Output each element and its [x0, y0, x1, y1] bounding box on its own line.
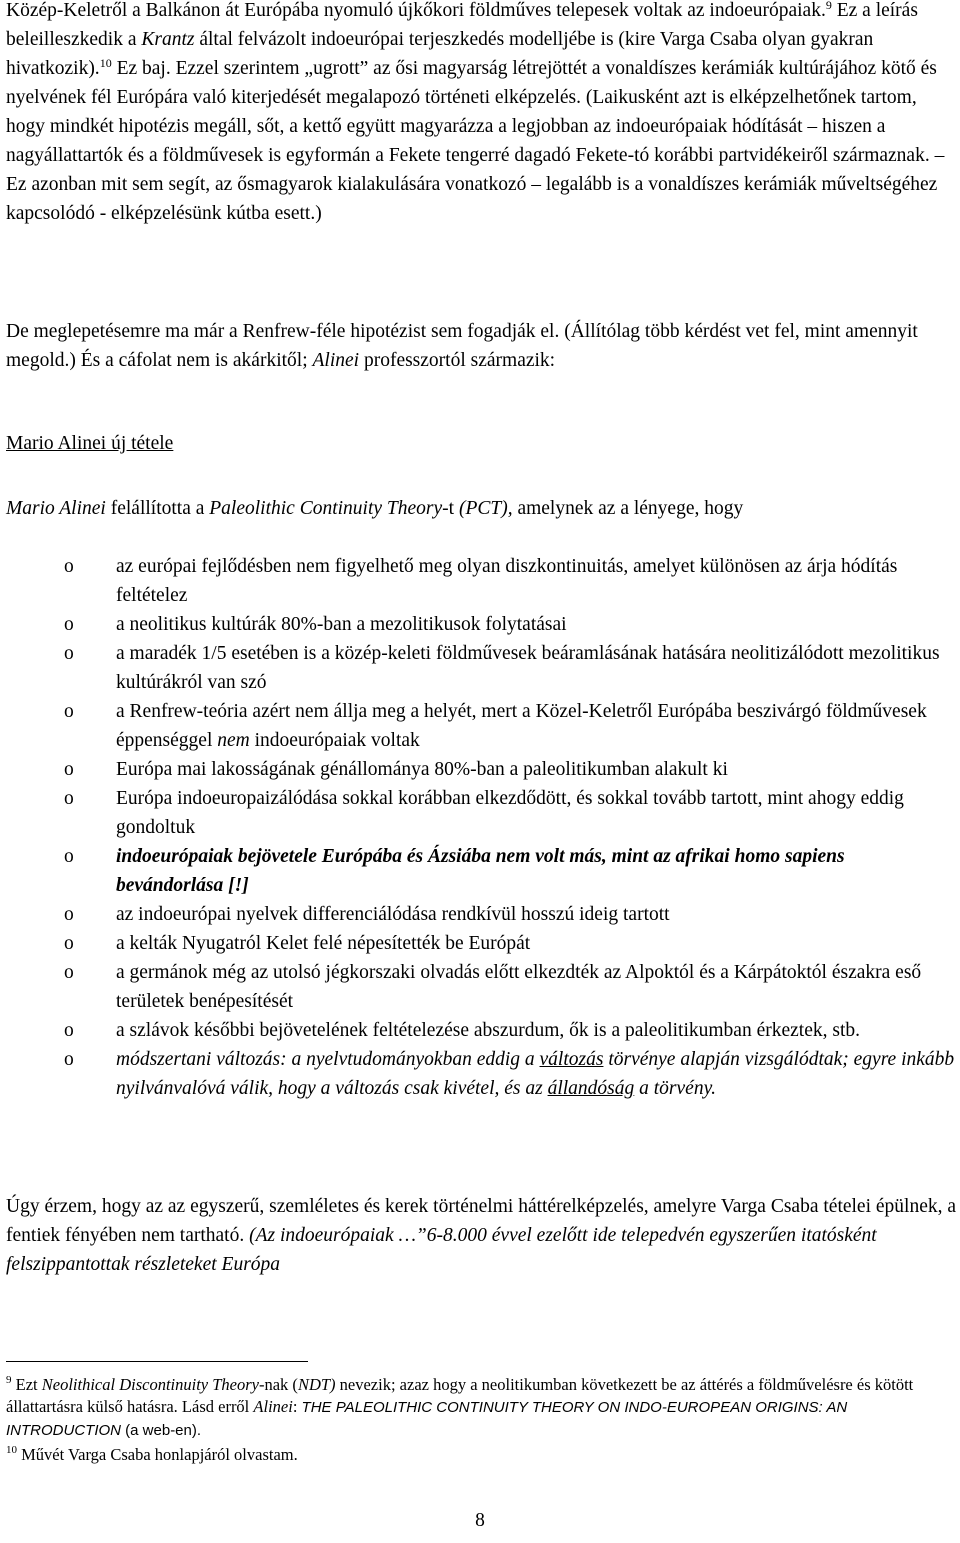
text-run: professzortól származik: [359, 350, 556, 371]
list-item [6, 697, 956, 755]
author-name-mario-alinei: Mario Alinei [6, 498, 106, 519]
list-item [6, 1045, 956, 1103]
bullet-marker: o [64, 556, 74, 577]
list-item-text: a maradék 1/5 esetében is a közép-keleti földművesek beáramlásának hatására neolitizálódott mezolitikus kultúrákról van szó [116, 643, 940, 693]
text-run: Ez baj. Ezzel szerintem „ugrott” az ősi magyarság létrejöttét a vonaldíszes kerámiák kultúrájához kötő és nyelvének fél Európára való kiterjedését megalapozó történeti elképzelés. (Laikusként azt is elképzelhetőnek tartom, hogy mindkét hipotézis megáll, sőt, a kettő együtt magyarázza a legjobban az indoeurópaiak hódítását – hiszen a nagyállattartók és a földművesek is egyformán a Fekete tengerré dagadó Fekete-tó korábbi partvidékeiről származnak. – Ez azonban mit sem segít, az ősmagyarok kialakulására vonatkozó – legalább is a vonaldíszes kerámiák műveltségéhez kapcsolódó - elképzelésünk kútba esett.) [6, 58, 945, 224]
text-run: -t [442, 498, 459, 519]
text-run: Úgy érzem, hogy az az egyszerű, szemléletes és kerek történelmi háttérelképzelés, amelyre Varga Csaba tételei épülnek, a fentiek fényében nem tartható. [6, 1196, 957, 1246]
list-item-text: törvénye alapján vizsgálódtak; egyre inkább nyilvánvalóvá válik, hogy a változás csak kivétel, és az [116, 1049, 955, 1099]
theory-name: Paleolithic Continuity Theory [209, 498, 443, 519]
footnote-ref-10[interactable]: 10 [99, 56, 112, 70]
list-item-text: módszertani változás: a nyelvtudományokban eddig a [116, 1049, 540, 1070]
footnote-text: -nak ( [258, 1375, 298, 1394]
list-item-text: a törvény. [634, 1078, 717, 1099]
bullet-marker: o [64, 962, 74, 983]
text-run: Ez a leírás beleilleszkedik a [6, 0, 918, 50]
bullet-marker: o [64, 1049, 74, 1070]
underlined-term: változás [539, 1049, 604, 1070]
list-item [6, 610, 956, 639]
list-item-text: az indoeurópai nyelvek differenciálódása rendkívül hosszú ideig tartott [116, 904, 670, 925]
list-item [6, 1016, 956, 1045]
footnote-9 [6, 1374, 956, 1442]
text-run: amelynek az a lényege, hogy [512, 498, 744, 519]
footnote-number: 10 [6, 1444, 17, 1456]
page-number: 8 [475, 1510, 485, 1531]
list-item-text-emphasis: indoeurópaiak bejövetele Európába és Ázsiába nem volt más, mint az afrikai homo sapiens bevándorlása [!] [116, 846, 845, 896]
list-item-text: indoeurópaiak voltak [249, 730, 420, 751]
author-name-alinei: Alinei [312, 350, 360, 371]
author-name-krantz: Krantz [141, 29, 195, 50]
paragraph-pct-intro [6, 494, 956, 523]
list-item-text: a szlávok későbbi bejövetelének feltételezése abszurdum, ők is a paleolitikumban érkeztek, stb. [116, 1020, 860, 1041]
bullet-marker: o [64, 643, 74, 664]
list-item [6, 755, 956, 784]
quoted-text: (Az indoeurópaiak …”6-8.000 évvel ezelőtt ide telepedvén egyszerűen itatósként felszippantottak részleteket Európa [6, 1225, 877, 1275]
list-item [6, 552, 956, 610]
bullet-marker: o [64, 846, 74, 867]
footnote-text: nevezik; azaz hogy a neolitikumban következett be az áttérés a földművelésre és kötött állattartásra külső hatásra. Lásd erről [6, 1375, 914, 1416]
bullet-marker: o [64, 701, 74, 722]
footnote-author: Alinei [253, 1397, 293, 1416]
footnote-text: Művét Varga Csaba honlapjáról olvastam. [17, 1445, 298, 1464]
theory-abbr: (PCT), [458, 498, 513, 519]
list-item [6, 784, 956, 842]
list-item-text: az európai fejlődésben nem figyelhető meg olyan diszkontinuitás, amelyet különösen az árja hódítás feltételez [116, 556, 898, 606]
footnote-number: 9 [6, 1374, 12, 1386]
section-title: Mario Alinei új tétele [6, 433, 174, 454]
list-item-text: a kelták Nyugatról Kelet felé népesítették be Európát [116, 933, 531, 954]
pct-bullet-list [6, 552, 956, 1103]
list-item [6, 842, 956, 900]
bullet-marker: o [64, 1020, 74, 1041]
emphasis-text: nem [217, 730, 250, 751]
text-run: Közép-Keletről a Balkánon át Európába nyomuló újkőkori földműves telepesek voltak az indoeurópaiak. [6, 0, 826, 21]
list-item [6, 929, 956, 958]
list-item-text: a neolitikus kultúrák 80%-ban a mezolitikusok folytatásai [116, 614, 567, 635]
footnote-10 [6, 1444, 956, 1466]
footnote-source-title: THE PALEOLITHIC CONTINUITY THEORY ON INDO-EUROPEAN ORIGINS: AN INTRODUCTION [6, 1399, 848, 1439]
bullet-marker: o [64, 759, 74, 780]
list-item-text: a Renfrew-teória azért nem állja meg a helyét, mert a Közel-Keletről Európába beszivárgó földművesek éppenséggel [116, 701, 927, 751]
footnote-text: Ezt [11, 1375, 42, 1394]
list-item [6, 639, 956, 697]
footnote-term: Neolithical Discontinuity Theory [41, 1375, 259, 1394]
footnote-abbr: NDT) [297, 1375, 336, 1394]
text-run: De meglepetésemre ma már a Renfrew-féle hipotézist sem fogadják el. (Állítólag több kérdést vet fel, mint amennyit megold.) És a cáfolat nem is akárkitől; [6, 321, 918, 371]
bullet-marker: o [64, 933, 74, 954]
paragraph-renfrew [6, 317, 956, 375]
footnotes [6, 1374, 956, 1466]
list-item-text: Európa indoeuropaizálódása sokkal korábban elkezdődött, és sokkal tovább tartott, mint ahogy eddig gondoltuk [116, 788, 904, 838]
footnote-text: : [292, 1397, 302, 1416]
bullet-marker: o [64, 614, 74, 635]
list-item-text: a germánok még az utolsó jégkorszaki olvadás előtt elkezdték az Alpoktól és a Kárpátoktól északra eső területek benépesítését [116, 962, 922, 1012]
paragraph-intro [6, 0, 956, 228]
list-item [6, 900, 956, 929]
list-item-text: Európa mai lakosságának génállománya 80%-ban a paleolitikumban alakult ki [116, 759, 728, 780]
footnote-text: (a web-en). [121, 1422, 202, 1439]
footnote-ref-9[interactable]: 9 [825, 0, 832, 12]
list-item [6, 958, 956, 1016]
paragraph-conclusion [6, 1192, 956, 1279]
bullet-marker: o [64, 788, 74, 809]
text-run: által felvázolt indoeurópai terjeszkedés modelljébe is (kire Varga Csaba olyan gyakran hivatkozik). [6, 29, 874, 79]
bullet-marker: o [64, 904, 74, 925]
underlined-term: állandóság [547, 1078, 635, 1099]
footnote-divider [6, 1361, 308, 1362]
text-run: felállította a [105, 498, 210, 519]
